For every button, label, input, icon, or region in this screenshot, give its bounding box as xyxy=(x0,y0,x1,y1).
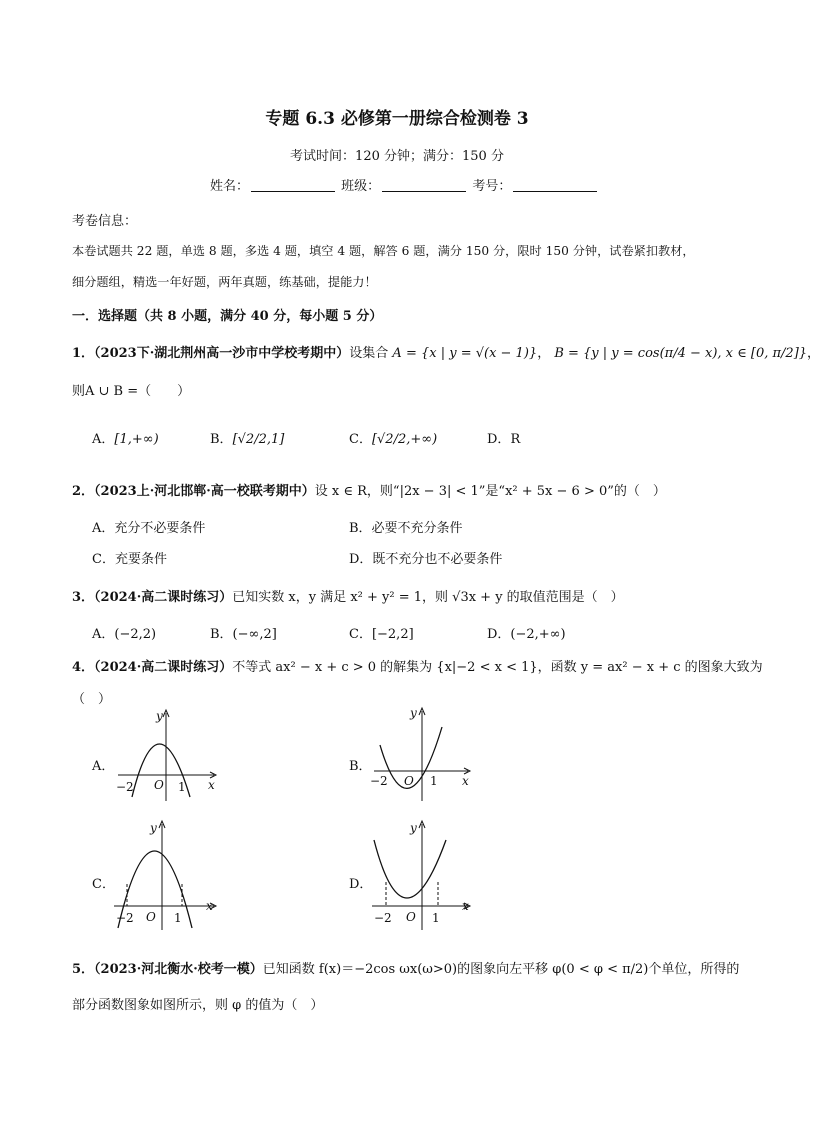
question-text: 设 x ∈ R，则“|2x − 3| < 1”是“x² + 5x − 6 > 0”的（ ） xyxy=(314,484,666,499)
option-text: R xyxy=(510,432,521,447)
question-number: 1． xyxy=(72,346,95,361)
q4-option-a-label[interactable]: A． xyxy=(92,759,115,774)
name-blank[interactable] xyxy=(251,178,335,192)
question-4-stem-end: （ ） xyxy=(72,692,112,707)
option-label: A． xyxy=(92,432,115,447)
question-number: 5． xyxy=(72,962,95,977)
section-heading: 一．选择题（共 8 小题，满分 40 分，每小题 5 分） xyxy=(72,309,383,324)
q4-option-c-label[interactable]: C． xyxy=(92,877,115,892)
axis-x-label: x xyxy=(206,899,213,913)
question-5-stem-end: 部分函数图象如图所示，则 φ 的值为（ ） xyxy=(72,998,324,1013)
number-label: 考号： xyxy=(472,179,512,194)
number-blank[interactable] xyxy=(513,178,597,192)
question-number: 3． xyxy=(72,590,95,605)
graph-a[interactable] xyxy=(110,705,220,809)
axis-y-label: y xyxy=(410,706,417,720)
class-label: 班级： xyxy=(341,179,381,194)
tick-label: −2 xyxy=(374,911,392,925)
question-4-stem xyxy=(72,656,763,675)
axis-y-label: y xyxy=(150,821,157,835)
set-a: A = {x | y = √(x − 1)} xyxy=(392,346,538,361)
question-source: （2024·高二课时练习） xyxy=(94,660,233,675)
q1-option-a[interactable] xyxy=(92,428,159,447)
question-1-stem-end: 则A ∪ B =（ ） xyxy=(72,384,191,399)
question-source: （2024·高二课时练习） xyxy=(94,590,233,605)
q3-option-c[interactable]: C．[−2,2] xyxy=(349,627,414,642)
option-text: [√2/2,+∞) xyxy=(371,432,438,447)
option-label: D． xyxy=(487,432,511,447)
q1-option-c[interactable] xyxy=(349,428,437,447)
origin-label: O xyxy=(146,910,156,924)
tick-label: 1 xyxy=(430,774,438,788)
q3-option-d[interactable]: D．(−2,+∞) xyxy=(487,627,566,642)
q2-option-a[interactable]: A．充分不必要条件 xyxy=(92,521,206,536)
tick-label: 1 xyxy=(174,911,182,925)
question-text: 已知实数 x，y 满足 x² + y² = 1，则 √3x + y 的取值范围是（ ） xyxy=(232,590,624,605)
question-1-stem: 1．（2023下·湖北荆州高一沙市中学校考期中）设集合 A = {x | y = √(x − 1)}， B = {y | y = cos(π/4 − x), x ∈ [0, π/2]}， xyxy=(72,346,820,361)
option-text: [√2/2,1] xyxy=(232,432,285,447)
question-text: 不等式 ax² − x + c > 0 的解集为 {x|−2 < x < 1}，函数 y = ax² − x + c 的图象大致为 xyxy=(232,660,763,675)
class-blank[interactable] xyxy=(382,178,466,192)
question-3-stem xyxy=(72,586,624,605)
graph-b[interactable] xyxy=(368,705,478,809)
name-label: 姓名： xyxy=(210,179,250,194)
question-text: 已知函数 f(x)＝−2cos ωx(ω>0)的图象向左平移 φ(0 < φ < π/2)个单位，所得的 xyxy=(262,962,740,977)
axis-x-label: x xyxy=(462,899,469,913)
graph-c[interactable] xyxy=(110,818,220,937)
question-text: 设集合 xyxy=(349,346,389,361)
q1-option-b[interactable] xyxy=(210,428,284,447)
question-source: （2023上·河北邯郸·高一校联考期中） xyxy=(94,484,315,499)
question-2-stem xyxy=(72,480,666,499)
axis-y-label: y xyxy=(156,709,163,723)
origin-label: O xyxy=(404,774,414,788)
origin-label: O xyxy=(154,778,164,792)
q2-option-d[interactable]: D．既不充分也不必要条件 xyxy=(349,552,503,567)
q3-option-a[interactable]: A．(−2,2) xyxy=(92,627,157,642)
question-number: 2． xyxy=(72,484,95,499)
q1-option-d[interactable] xyxy=(487,428,520,447)
exam-info: 考试时间：120 分钟；满分：150 分 xyxy=(290,149,504,164)
tick-label: 1 xyxy=(432,911,440,925)
q3-option-b[interactable]: B．(−∞,2] xyxy=(210,627,277,642)
question-5-stem xyxy=(72,958,739,977)
option-label: C． xyxy=(349,432,372,447)
question-source: （2023下·湖北荆州高一沙市中学校考期中） xyxy=(94,346,350,361)
option-label: B． xyxy=(210,432,233,447)
info-line-1: 本卷试题共 22 题，单选 8 题，多选 4 题，填空 4 题，解答 6 题，满分 150 分，限时 150 分钟，试卷紧扣教材， xyxy=(72,244,695,258)
info-heading: 考卷信息： xyxy=(72,214,138,229)
tick-label: 1 xyxy=(178,780,186,794)
axis-x-label: x xyxy=(208,778,215,792)
set-b: B = {y | y = cos(π/4 − x), x ∈ [0, π/2]} xyxy=(554,346,808,361)
info-line-2: 细分题组，精选一年好题，两年真题，练基础，提能力！ xyxy=(72,275,377,289)
student-info-row xyxy=(210,175,599,194)
q2-option-c[interactable]: C．充要条件 xyxy=(92,552,167,567)
tick-label: −2 xyxy=(116,780,134,794)
question-number: 4． xyxy=(72,660,95,675)
question-source: （2023·河北衡水·校考一模） xyxy=(94,962,263,977)
q2-option-b[interactable]: B．必要不充分条件 xyxy=(349,521,463,536)
q4-option-d-label[interactable]: D． xyxy=(349,877,373,892)
option-text: [1,+∞) xyxy=(114,432,159,447)
origin-label: O xyxy=(406,910,416,924)
axis-y-label: y xyxy=(410,821,417,835)
axis-x-label: x xyxy=(462,774,469,788)
tick-label: −2 xyxy=(116,911,134,925)
page-title: 专题 6.3 必修第一册综合检测卷 3 xyxy=(265,109,529,129)
tick-label: −2 xyxy=(370,774,388,788)
q4-option-b-label[interactable]: B． xyxy=(349,759,372,774)
graph-d[interactable] xyxy=(368,818,478,937)
